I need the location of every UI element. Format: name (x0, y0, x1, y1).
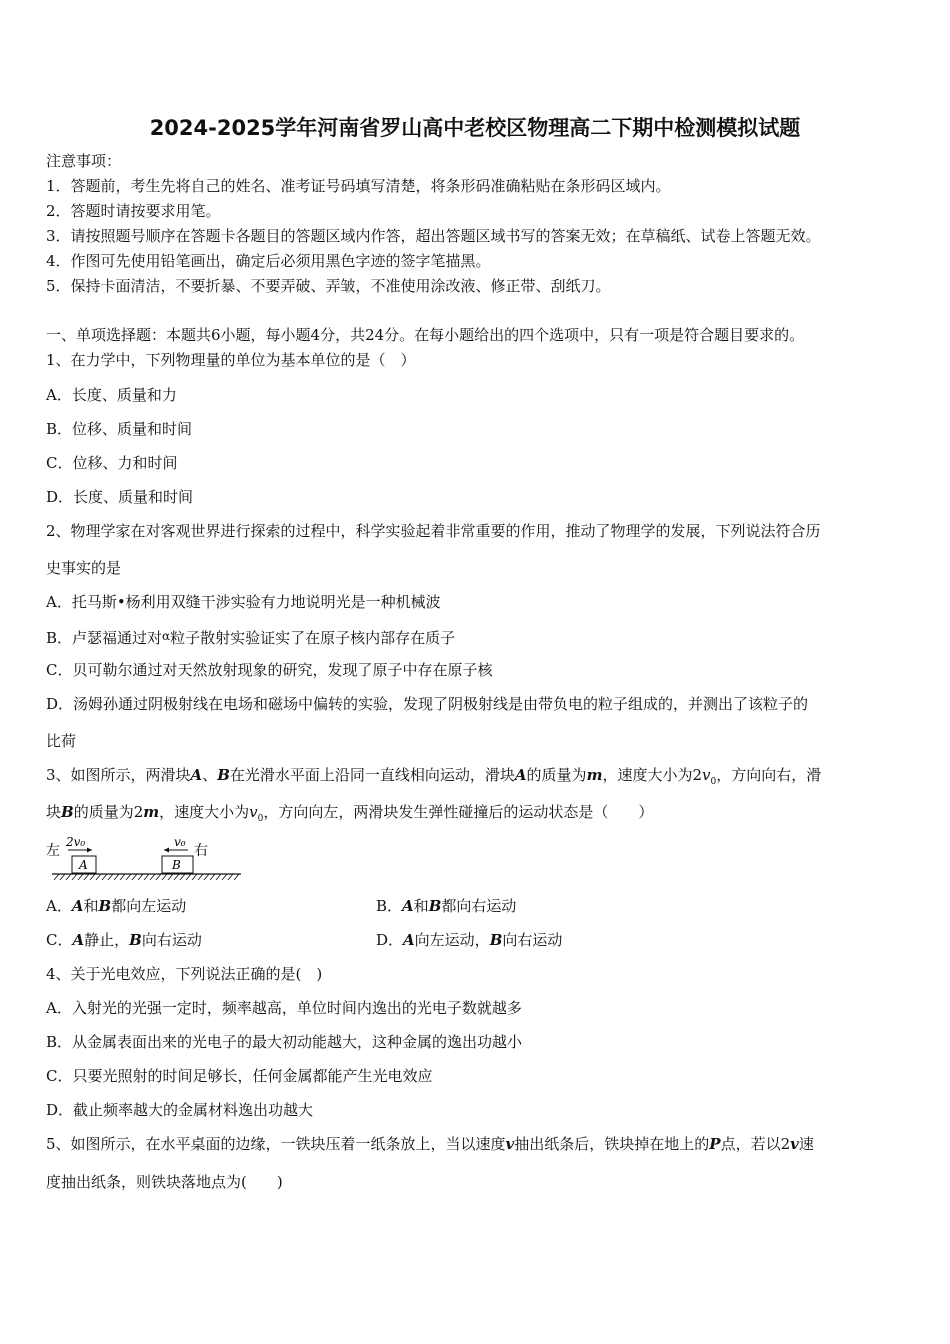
stem-text: 的质量为 (526, 766, 587, 784)
var-p: P (709, 1135, 721, 1153)
stem-text: 速 (798, 1135, 814, 1153)
question-2-option-b (46, 626, 455, 648)
var-v: v (505, 1135, 515, 1153)
notice-item: 5．保持卡面清洁，不要折暴、不要弄破、弄皱，不准使用涂改液、修正带、刮纸刀。 (46, 277, 611, 295)
section-heading: 一、单项选择题：本题共6小题，每小题4分，共24分。在每小题给出的四个选项中，只有一项是符合题目要求的。 (46, 326, 805, 344)
figure-velocity-a: 2v₀ (66, 835, 86, 849)
question-4-stem: 4、关于光电效应，下列说法正确的是( ) (46, 965, 323, 983)
option-text: B．卢瑟福通过对 (46, 629, 163, 647)
stem-text: ，方向向右，滑 (716, 766, 822, 784)
notice-item: 2．答题时请按要求用笔。 (46, 202, 221, 220)
notice-item: 1．答题前，考生先将自己的姓名、准考证号码填写清楚，将条形码准确粘贴在条形码区域内。 (46, 177, 671, 195)
figure-left-label: 左 (46, 843, 60, 859)
block-a-label: A (79, 858, 88, 872)
var-m: m (586, 766, 603, 784)
option-letter: C． (46, 931, 73, 949)
question-2-option-a: A．托马斯•杨利用双缝干涉实验有力地说明光是一种机械波 (46, 593, 441, 611)
question-3-option-b (376, 896, 516, 916)
stem-text: 在光滑水平面上沿同一直线相向运动，滑块 (229, 766, 515, 784)
option-text: 静止， (84, 931, 130, 949)
question-2-option-c: C．贝可勒尔通过对天然放射现象的研究，发现了原子中存在原子核 (46, 661, 493, 679)
stem-text: ，速度大小为 (159, 803, 250, 821)
var-a: A (71, 897, 84, 915)
question-5-stem-line1 (46, 1134, 814, 1154)
stem-text: 的质量为2 (73, 803, 144, 821)
figure-velocity-b: v₀ (174, 835, 186, 849)
stem-text: 3、如图所示，两滑块 (46, 766, 191, 784)
notice-item: 4．作图可先使用铅笔画出，确定后必须用黑色字迹的签字笔描黑。 (46, 252, 491, 270)
var-a: A (190, 766, 203, 784)
stem-text: 点，若以2 (720, 1135, 791, 1153)
option-text: 向右运动 (141, 931, 202, 949)
var-m: m (143, 803, 160, 821)
question-3-option-c (46, 930, 202, 950)
question-4-option-a: A．入射光的光强一定时，频率越高，单位时间内逸出的光电子数就越多 (46, 999, 522, 1017)
question-3-option-d (376, 930, 562, 950)
var-b: B (129, 931, 142, 949)
question-4-option-b: B．从金属表面出来的光电子的最大初动能越大，这种金属的逸出功越小 (46, 1033, 523, 1051)
notice-header: 注意事项： (46, 152, 122, 170)
question-1-option-d: D．长度、质量和时间 (46, 488, 194, 506)
stem-text: ，方向向左，两滑块发生弹性碰撞后的运动状态是（ ） (263, 803, 654, 821)
question-2-option-d-line2: 比荷 (46, 732, 77, 750)
question-3-figure (46, 833, 246, 885)
option-text: 都向右运动 (441, 897, 517, 915)
alpha-symbol: α (162, 629, 171, 643)
var-b: B (217, 766, 230, 784)
var-a: A (72, 931, 85, 949)
option-text: 向左运动， (414, 931, 490, 949)
option-text: 和 (83, 897, 99, 915)
option-text: 都向左运动 (111, 897, 187, 915)
question-1-option-c: C．位移、力和时间 (46, 454, 178, 472)
figure-right-label: 右 (194, 843, 208, 859)
var-a: A (402, 897, 414, 915)
question-3-stem-line1 (46, 765, 821, 792)
option-letter: D． (376, 931, 404, 949)
stem-text: ，速度大小为2 (602, 766, 702, 784)
question-3-option-a (46, 896, 186, 916)
page-title: 2024-2025学年河南省罗山高中老校区物理高二下期中检测模拟试题 (149, 116, 801, 140)
arrow-right-head (87, 848, 92, 853)
var-v: v (249, 803, 258, 821)
question-2-stem-line2: 史事实的是 (46, 559, 122, 577)
stem-text: 5、如图所示，在水平桌面的边缘，一铁块压着一纸条放上，当以速度 (46, 1135, 506, 1153)
var-v: v (790, 1135, 799, 1153)
subscript-zero: 0 (710, 777, 717, 787)
option-text: 粒子散射实验证实了在原子核内部存在质子 (170, 629, 456, 647)
notice-item: 3．请按照题号顺序在答题卡各题目的答题区域内作答，超出答题区域书写的答案无效；在草稿纸、试卷上答题无效。 (46, 227, 821, 245)
question-1-stem: 1、在力学中，下列物理量的单位为基本单位的是（ ） (46, 351, 416, 369)
question-3-stem-line2 (46, 802, 653, 829)
var-b: B (428, 897, 442, 915)
ground-hatching (54, 874, 239, 880)
option-letter: A． (46, 897, 72, 915)
block-b-label: B (172, 858, 181, 872)
var-a: A (514, 766, 527, 784)
question-1-option-b: B．位移、质量和时间 (46, 420, 193, 438)
option-text: 向右运动 (502, 931, 563, 949)
var-b: B (61, 803, 74, 821)
var-a: A (403, 931, 415, 949)
question-2-stem-line1: 2、物理学家在对客观世界进行探索的过程中，科学实验起着非常重要的作用，推动了物理学的发展，下列说法符合历 (46, 522, 821, 540)
question-1-option-a: A．长度、质量和力 (46, 386, 177, 404)
stem-text: 抽出纸条后，铁块掉在地上的 (514, 1135, 710, 1153)
option-text: 和 (413, 897, 429, 915)
arrow-left-head (164, 848, 169, 853)
question-2-option-d-line1: D．汤姆孙通过阴极射线在电场和磁场中偏转的实验，发现了阴极射线是由带负电的粒子组成的，并测出了该粒子的 (46, 695, 809, 713)
var-v: v (701, 766, 711, 784)
var-b: B (98, 897, 112, 915)
subscript-zero: 0 (257, 814, 264, 824)
question-5-stem-line2: 度抽出纸条，则铁块落地点为( ) (46, 1173, 283, 1191)
stem-text: 块 (46, 803, 62, 821)
stem-text: 、 (202, 766, 218, 784)
var-b: B (489, 931, 503, 949)
question-4-option-d: D．截止频率越大的金属材料逸出功越大 (46, 1101, 314, 1119)
option-letter: B． (376, 897, 403, 915)
question-4-option-c: C．只要光照射的时间足够长，任何金属都能产生光电效应 (46, 1067, 433, 1085)
